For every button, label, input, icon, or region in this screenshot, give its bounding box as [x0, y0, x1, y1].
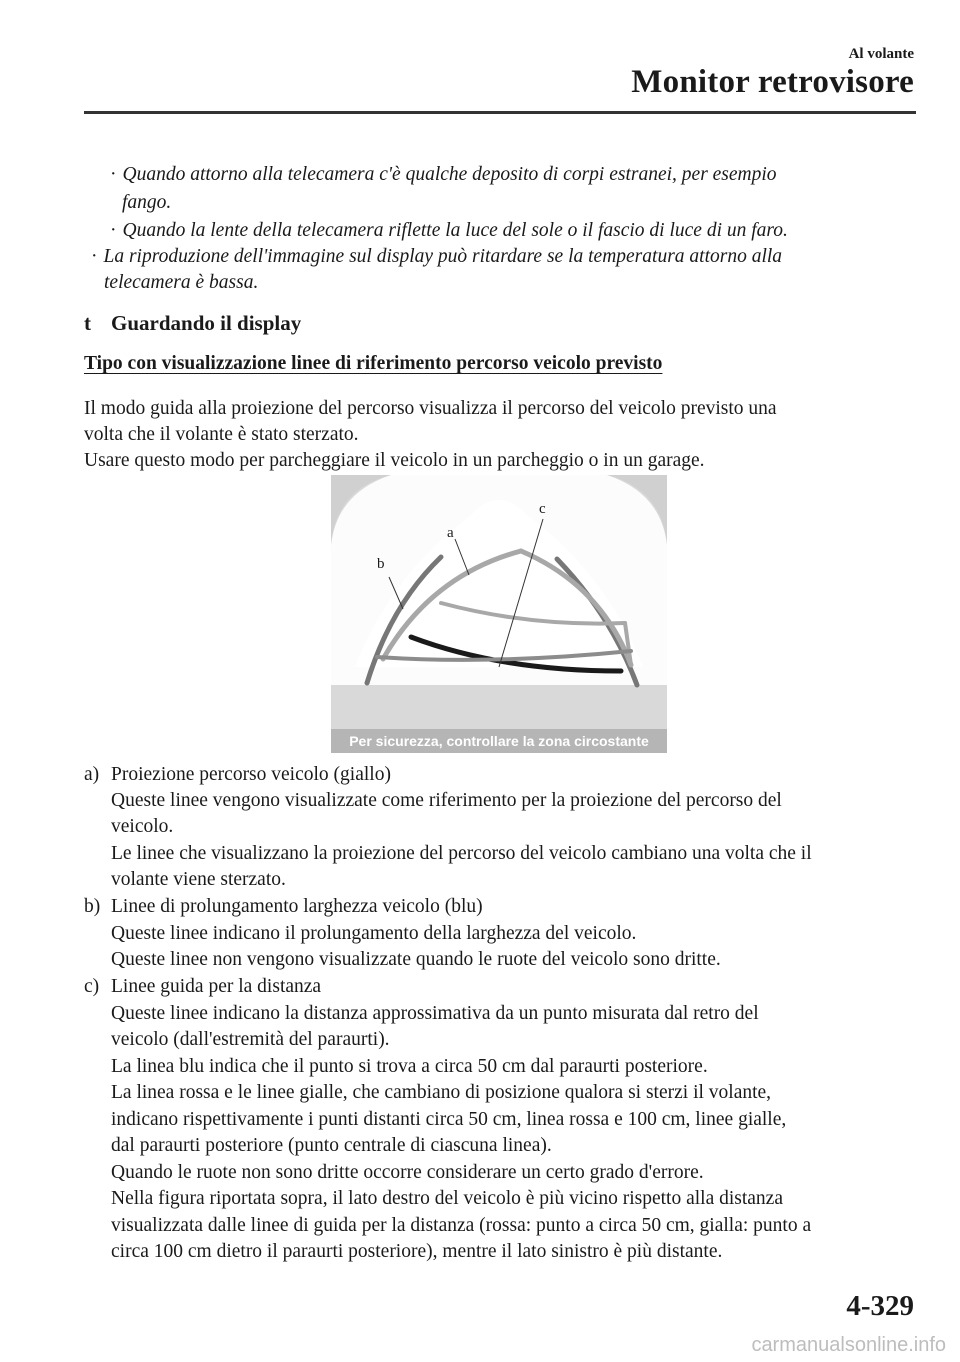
intro-line: Usare questo modo per parcheggiare il veicolo in un parcheggio o in un garage.: [84, 450, 705, 471]
legend-marker-b: b): [84, 896, 101, 917]
header-divider: [84, 111, 916, 114]
rear-camera-display-figure: [331, 475, 667, 753]
bullet-item-continuation: fango.: [122, 192, 172, 213]
legend-line: dal paraurti posteriore (punto centrale di ciascuna linea).: [111, 1135, 552, 1156]
page-number: 4-329: [846, 1290, 914, 1322]
figure-caption-bar: Per sicurezza, controllare la zona circostante: [331, 729, 667, 753]
bullet-glyph: ·: [110, 220, 117, 241]
bullet-glyph: ·: [110, 164, 117, 185]
legend-line: La linea blu indica che il punto si trova a circa 50 cm dal paraurti posteriore.: [111, 1056, 708, 1077]
legend-marker-c: c): [84, 976, 100, 997]
intro-line: volta che il volante è stato sterzato.: [84, 424, 359, 445]
legend-line: veicolo (dall'estremità del paraurti).: [111, 1029, 390, 1050]
legend-line: Le linee che visualizzano la proiezione del percorso del veicolo cambiano una volta che il: [111, 843, 812, 864]
bullet-item-continuation: telecamera è bassa.: [104, 272, 259, 293]
legend-line: circa 100 cm dietro il paraurti posteriore), mentre il lato sinistro è più distante.: [111, 1241, 723, 1262]
page-title: Monitor retrovisore: [631, 64, 914, 100]
bullet-item: · La riproduzione dell'immagine sul display può ritardare se la temperatura attorno alla: [91, 246, 783, 267]
legend-title-b: Linee di prolungamento larghezza veicolo (blu): [111, 896, 483, 917]
section-heading: Guardando il display: [111, 311, 302, 335]
bullet-item: · Quando la lente della telecamera riflette la luce del sole o il fascio di luce di un faro.: [110, 220, 788, 241]
legend-line: volante viene sterzato.: [111, 869, 286, 890]
figure-label-b: b: [377, 556, 385, 572]
legend-line: indicano rispettivamente i punti distanti circa 50 cm, linea rossa e 100 cm, linee gialle,: [111, 1109, 787, 1130]
watermark: carmanualsonline.info: [751, 1334, 946, 1356]
legend-marker-a: a): [84, 764, 100, 785]
bullet-glyph: ·: [91, 246, 98, 267]
legend-title-c: Linee guida per la distanza: [111, 976, 322, 997]
legend-line: visualizzata dalle linee di guida per la distanza (rossa: punto a circa 50 cm, gialla: punto a: [111, 1215, 812, 1236]
legend-line: Quando le ruote non sono dritte occorre considerare un certo grado d'errore.: [111, 1162, 704, 1183]
legend-line: Queste linee indicano il prolungamento della larghezza del veicolo.: [111, 923, 637, 944]
legend-line: Queste linee non vengono visualizzate quando le ruote del veicolo sono dritte.: [111, 949, 721, 970]
section-marker: t: [84, 311, 91, 335]
legend-line: Queste linee vengono visualizzate come riferimento per la proiezione del percorso del: [111, 790, 782, 811]
bullet-item: · Quando attorno alla telecamera c'è qualche deposito di corpi estranei, per esempio: [110, 164, 777, 185]
legend-title-a: Proiezione percorso veicolo (giallo): [111, 764, 391, 785]
running-header-section: Al volante: [848, 46, 914, 62]
intro-line: Il modo guida alla proiezione del percorso visualizza il percorso del veicolo previsto una: [84, 398, 777, 419]
legend-line: Nella figura riportata sopra, il lato destro del veicolo è più vicino rispetto alla distanza: [111, 1188, 783, 1209]
figure-label-a: a: [447, 525, 454, 541]
legend-line: veicolo.: [111, 816, 174, 837]
legend-line: La linea rossa e le linee gialle, che cambiano di posizione qualora si sterzi il volante,: [111, 1082, 772, 1103]
legend-line: Queste linee indicano la distanza approssimativa da un punto misurata dal retro del: [111, 1003, 759, 1024]
subheading: Tipo con visualizzazione linee di riferimento percorso veicolo previsto: [84, 353, 663, 374]
figure-label-c: c: [539, 501, 546, 517]
